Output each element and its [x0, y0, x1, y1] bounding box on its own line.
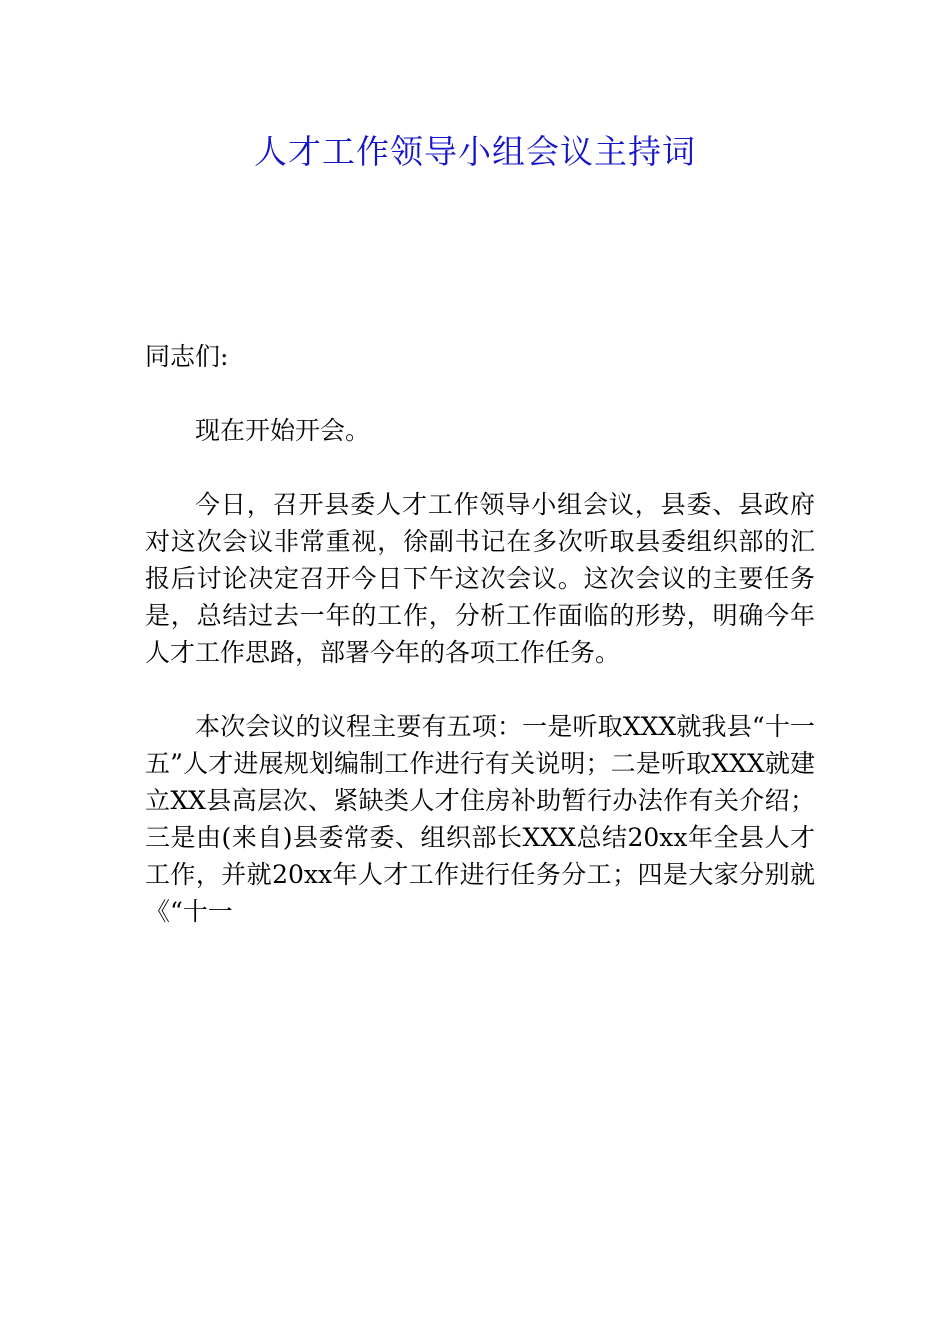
document-title: 人才工作领导小组会议主持词	[254, 132, 696, 171]
paragraph-meeting-purpose: 今日，召开县委人才工作领导小组会议，县委、县政府对这次会议非常重视，徐副书记在多次听取县委组织部的汇报后讨论决定召开今日下午这次会议。这次会议的主要任务是，总结过去一年的工作，分析工作面临的形势，明确今年人才工作思路，部署今年的各项工作任务。	[145, 490, 815, 667]
salutation: 同志们:	[145, 342, 229, 371]
paragraph-agenda: 本次会议的议程主要有五项：一是听取XXX就我县“十一五”人才进展规划编制工作进行有关说明；二是听取XXX就建立XX县高层次、紧缺类人才住房补助暂行办法作有关介绍；三是由(来自)县委常委、组织部长XXX总结20xx年全县人才工作，并就20xx年人才工作进行任务分工；四是大家分别就《“十一	[145, 712, 815, 926]
paragraph-opening: 现在开始开会。	[195, 416, 371, 445]
document-body	[145, 338, 815, 967]
